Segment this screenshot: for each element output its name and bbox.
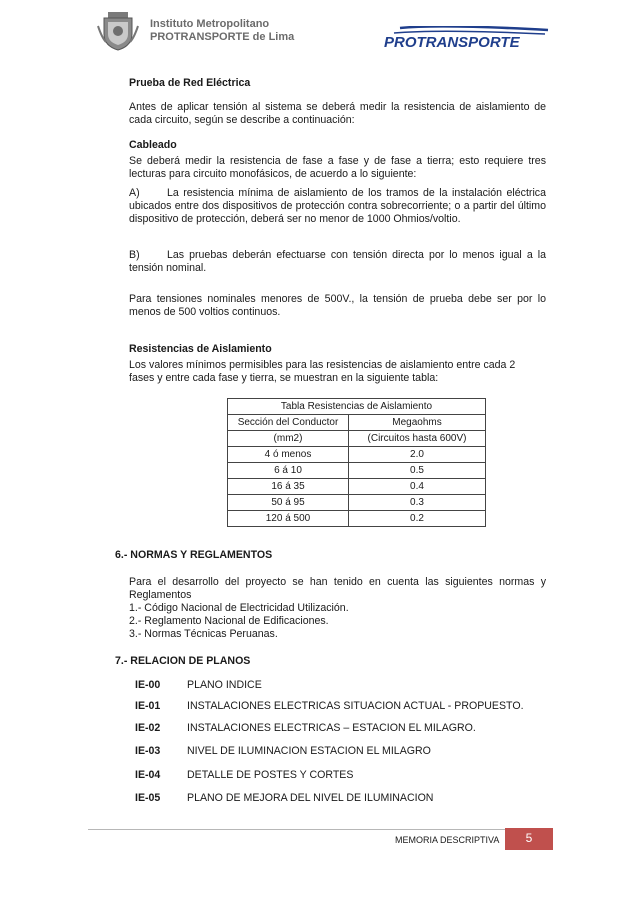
col-unit-megaohms: (Circuitos hasta 600V)	[349, 431, 486, 447]
plano-code: IE-02	[135, 722, 161, 734]
table-row	[228, 447, 486, 463]
col-unit-seccion: (mm2)	[228, 431, 349, 447]
prueba-title: Prueba de Red Eléctrica	[129, 77, 251, 89]
normas-title: 6.- NORMAS Y REGLAMENTOS	[115, 549, 273, 561]
resistencias-text: Los valores mínimos permisibles para las resistencias de aislamiento entre cada 2 fases y entre cada fase y tierra, se muestran en la siguiente tabla:	[129, 359, 516, 384]
cableado-text: Se deberá medir la resistencia de fase a fase y de fase a tierra; esto requiere tres lecturas para circuito monofásicos, de acuerdo a lo siguiente:	[129, 155, 546, 180]
item-b-label: B)	[129, 249, 140, 261]
header-organization	[150, 18, 294, 44]
normas-item: 1.- Código Nacional de Electricidad Utilización.	[129, 602, 349, 614]
protransporte-logo	[380, 26, 552, 50]
tension-text: Para tensiones nominales menores de 500V., la tensión de prueba debe ser por lo menos de 500 voltios continuos.	[129, 293, 546, 318]
plano-name: PLANO DE MEJORA DEL NIVEL DE ILUMINACION	[187, 792, 434, 804]
cell-megaohms: 0.2	[349, 511, 486, 527]
org-name-line2: PROTRANSPORTE de Lima	[150, 31, 295, 43]
plano-name: INSTALACIONES ELECTRICAS – ESTACION EL MILAGRO.	[187, 722, 476, 734]
brand-wordmark: PROTRANSPORTE	[384, 34, 520, 50]
normas-intro: Para el desarrollo del proyecto se han tenido en cuenta las siguientes normas y Reglamentos	[129, 576, 546, 601]
cell-megaohms: 2.0	[349, 447, 486, 463]
table-row	[228, 511, 486, 527]
table-caption: Tabla Resistencias de Aislamiento	[228, 399, 486, 415]
plano-code: IE-01	[135, 700, 161, 712]
cell-seccion: 6 á 10	[228, 463, 349, 479]
table-row	[228, 495, 486, 511]
item-a-label: A)	[129, 187, 140, 199]
planos-title: 7.- RELACION DE PLANOS	[115, 655, 251, 667]
footer-rule	[88, 829, 553, 830]
normas-item: 2.- Reglamento Nacional de Edificaciones.	[129, 615, 329, 627]
cell-megaohms: 0.3	[349, 495, 486, 511]
table-row	[228, 479, 486, 495]
plano-code: IE-05	[135, 792, 161, 804]
coat-of-arms-logo	[96, 12, 140, 52]
resistance-table	[227, 398, 486, 527]
plano-code: IE-00	[135, 679, 161, 691]
page-number: 5	[505, 828, 553, 850]
cell-seccion: 16 á 35	[228, 479, 349, 495]
plano-name: PLANO INDICE	[187, 679, 262, 691]
cell-megaohms: 0.4	[349, 479, 486, 495]
cableado-title: Cableado	[129, 139, 177, 151]
table-row	[228, 463, 486, 479]
col-header-megaohms: Megaohms	[349, 415, 486, 431]
footer-label: MEMORIA DESCRIPTIVA	[395, 835, 500, 845]
cell-seccion: 4 ó menos	[228, 447, 349, 463]
plano-code: IE-04	[135, 769, 161, 781]
item-b-text: Las pruebas deberán efectuarse con tensión directa por lo menos igual a la tensión nominal.	[129, 249, 546, 274]
cell-seccion: 120 á 500	[228, 511, 349, 527]
plano-code: IE-03	[135, 745, 161, 757]
org-name-line1: Instituto Metropolitano	[150, 18, 270, 30]
cell-seccion: 50 á 95	[228, 495, 349, 511]
cell-megaohms: 0.5	[349, 463, 486, 479]
plano-name: DETALLE DE POSTES Y CORTES	[187, 769, 354, 781]
normas-item: 3.- Normas Técnicas Peruanas.	[129, 628, 278, 640]
plano-name: NIVEL DE ILUMINACION ESTACION EL MILAGRO	[187, 745, 431, 757]
plano-name: INSTALACIONES ELECTRICAS SITUACION ACTUAL - PROPUESTO.	[187, 700, 524, 712]
item-a-text: La resistencia mínima de aislamiento de los tramos de la instalación eléctrica ubicados entre dos dispositivos de protección contra sobrecorriente; o a partir del último dispositivo de protección, deberá ser no menor de 1000 Ohmios/voltio.	[129, 187, 546, 225]
col-header-seccion: Sección del Conductor	[228, 415, 349, 431]
resistencias-title: Resistencias de Aislamiento	[129, 343, 272, 355]
prueba-intro: Antes de aplicar tensión al sistema se deberá medir la resistencia de aislamiento de cada circuito, según se describe a continuación:	[129, 101, 546, 126]
